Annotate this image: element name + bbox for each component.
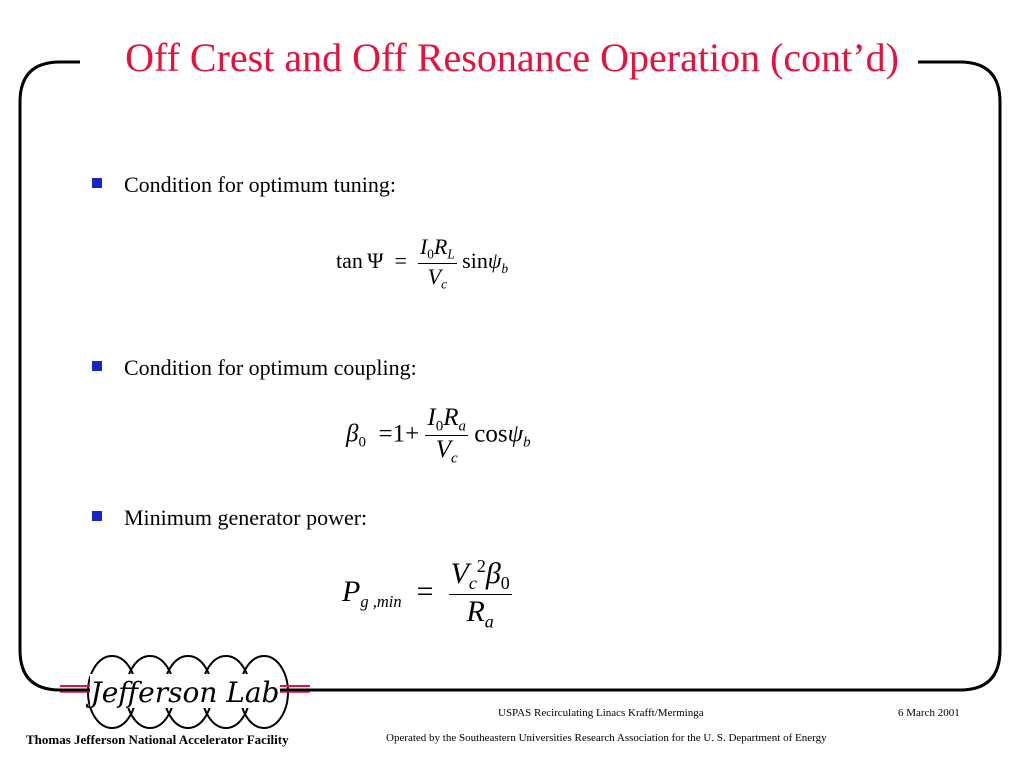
jefferson-lab-logo xyxy=(40,652,320,734)
bullet-text: Condition for optimum coupling: xyxy=(124,355,417,380)
bullet-power xyxy=(92,505,367,531)
operated-by-label: Operated by the Southeastern Universities Research Association for the U. S. Department of Energy xyxy=(386,732,827,744)
bullet-text: Condition for optimum tuning: xyxy=(124,172,396,197)
bullet-text: Minimum generator power: xyxy=(124,505,368,530)
bullet-tuning xyxy=(92,172,396,198)
course-label: USPAS Recirculating Linacs Krafft/Merminga xyxy=(498,707,704,719)
slide-title: Off Crest and Off Resonance Operation (cont’d) xyxy=(0,34,1024,81)
date-label: 6 March 2001 xyxy=(898,707,960,719)
bullet-square-icon xyxy=(92,178,102,188)
bullet-square-icon xyxy=(92,511,102,521)
equation-tuning: tan Ψ = $\frac{I_0R_L}{V_c}$ sinψ$_b$ xyxy=(336,234,509,292)
svg-text:Jefferson Lab: Jefferson Lab xyxy=(90,676,280,709)
equation-coupling: $\beta_0 =1+$ $\frac{I_0R_a}{V_c}$ cosψ$_b$ xyxy=(346,404,531,467)
facility-name: Thomas Jefferson National Accelerator Facility xyxy=(26,732,289,747)
equation-power: $P_{g ,min}$ = $\frac{V_c^2\beta_0}{R_a}$ xyxy=(342,556,510,632)
bullet-square-icon xyxy=(92,361,102,371)
bullet-coupling xyxy=(92,355,417,381)
